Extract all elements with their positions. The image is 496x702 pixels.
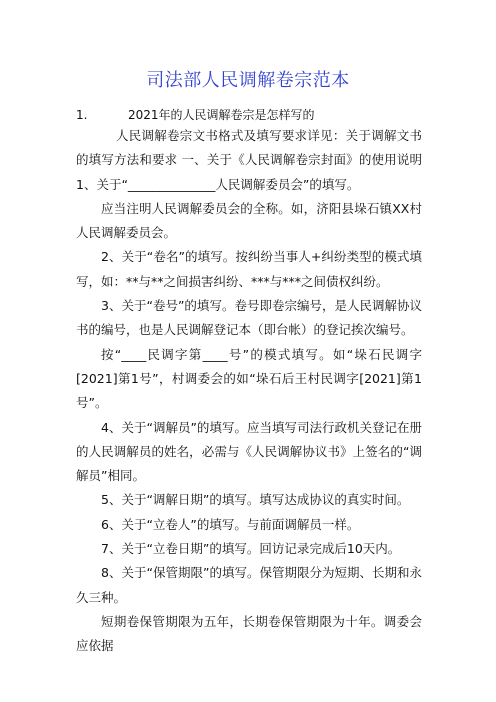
paragraph: 短期卷保管期限为五年，长期卷保管期限为十年。调委会应依据 (76, 613, 422, 654)
section-heading (76, 106, 315, 123)
document-body (76, 124, 422, 659)
paragraph: 人民调解卷宗文书格式及填写要求详见：关于调解文书的填写方法和要求 一、关于《人民调解卷宗封面》的使用说明 1、关于“______________人民调解委员会”的填写。 (76, 128, 422, 192)
paragraph: 应当注明人民调解委员会的全称。如，济阳县垛石镇XX村人民调解委员会。 (76, 200, 422, 241)
paragraph: 8、关于“保管期限”的填写。保管期限分为短期、长期和永久三种。 (76, 565, 422, 605)
paragraph: 2、关于“卷名”的填写。按纠纷当事人+纠纷类型的模式填写，如：**与**之间损害纠纷、***与***之间债权纠纷。 (76, 249, 422, 289)
document-title: 司法部人民调解卷宗范本 (146, 70, 350, 91)
paragraph: 7、关于“立卷日期”的填写。回访记录完成后10天内。 (101, 541, 401, 557)
paragraph: 4、关于“调解员”的填写。应当填写司法行政机关登记在册的人民调解员的姓名，必需与《人民调解协议书》上签名的“调解员”相同。 (76, 419, 422, 484)
paragraph: 5、关于“调解日期”的填写。填写达成协议的真实时间。 (101, 492, 410, 508)
heading-text: 2021年的人民调解卷宗是怎样写的 (128, 108, 315, 122)
paragraph: 3、关于“卷号”的填写。卷号即卷宗编号，是人民调解协议书的编号，也是人民调解登记本（即台帐）的登记挨次编号。 (76, 298, 422, 338)
paragraph: 6、关于“立卷人”的填写。与前面调解员一样。 (101, 516, 360, 532)
paragraph: 按“____民调字第____号”的模式填写。如“垛石民调字[2021]第1号”，村调委会的如“垛石后王村民调字[2021]第1号”。 (76, 346, 422, 411)
heading-number: 1. (76, 108, 88, 122)
